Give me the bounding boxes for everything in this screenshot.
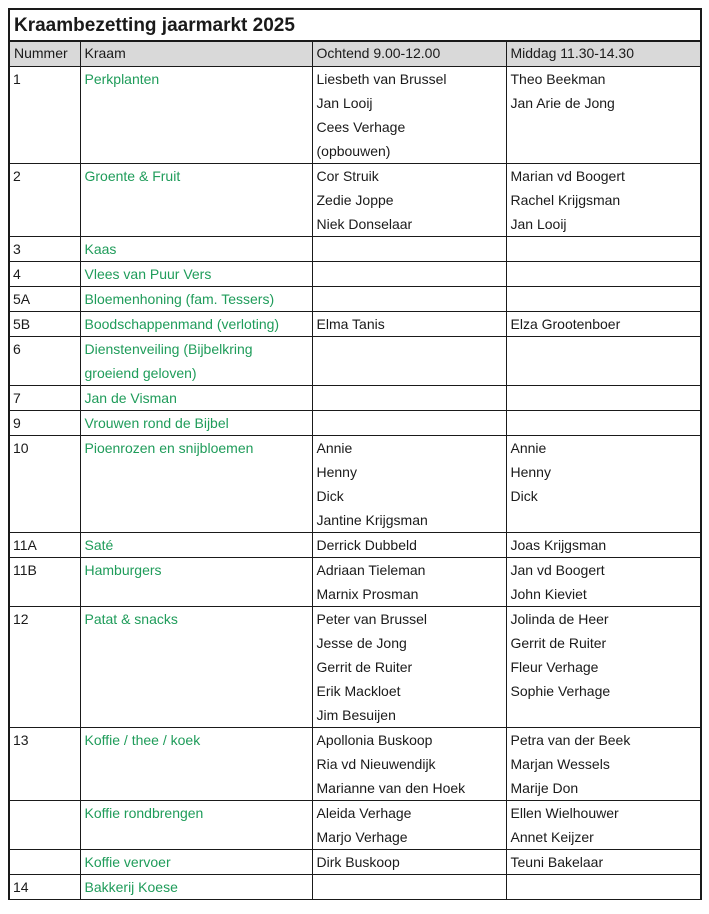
afternoon-volunteers: [506, 312, 700, 337]
table-row: [10, 337, 700, 386]
volunteer-name: Derrick Dubbeld: [316, 537, 417, 553]
page-title: Kraambezetting jaarmarkt 2025: [10, 10, 700, 42]
stall-name: Groente & Fruit: [80, 164, 312, 237]
stall-number: [10, 850, 80, 875]
afternoon-volunteers: [506, 875, 700, 900]
stall-number: 12: [10, 607, 80, 728]
stall-name: Patat & snacks: [80, 607, 312, 728]
table-row: [10, 262, 700, 287]
volunteer-name: Annet Keijzer: [510, 829, 594, 845]
volunteer-name: Dick: [510, 488, 538, 504]
afternoon-volunteers: [506, 386, 700, 411]
volunteer-name: Marije Don: [510, 780, 579, 796]
volunteer-name: John Kieviet: [510, 586, 587, 602]
stall-number: 11A: [10, 533, 80, 558]
table-row: [10, 287, 700, 312]
table-body: [10, 67, 700, 900]
stall-name: Jan de Visman: [80, 386, 312, 411]
morning-volunteers: [312, 164, 506, 237]
volunteer-name: Jesse de Jong: [316, 635, 407, 651]
stall-name: Koffie rondbrengen: [80, 801, 312, 850]
table-row: [10, 386, 700, 411]
volunteer-name: Gerrit de Ruiter: [510, 635, 607, 651]
table-row: [10, 607, 700, 728]
stall-name: Bakkerij Koese: [80, 875, 312, 900]
volunteer-name: Cees Verhage: [316, 119, 406, 135]
volunteer-name: Jolinda de Heer: [510, 611, 609, 627]
afternoon-volunteers: [506, 558, 700, 607]
volunteer-name: Fleur Verhage: [510, 659, 599, 675]
table-row: [10, 533, 700, 558]
header-afternoon: Middag 11.30-14.30: [506, 42, 700, 67]
stall-name: Saté: [80, 533, 312, 558]
morning-volunteers: [312, 436, 506, 533]
volunteer-name: Marnix Prosman: [316, 586, 419, 602]
stall-number: 10: [10, 436, 80, 533]
volunteer-name: Dick: [316, 488, 344, 504]
morning-volunteers: [312, 411, 506, 436]
morning-volunteers: [312, 386, 506, 411]
stall-number: 5B: [10, 312, 80, 337]
volunteer-name: Sophie Verhage: [510, 683, 611, 699]
table-row: [10, 801, 700, 850]
volunteer-name: Joas Krijgsman: [510, 537, 607, 553]
morning-volunteers: [312, 801, 506, 850]
stall-name: Vrouwen rond de Bijbel: [80, 411, 312, 436]
morning-volunteers: [312, 262, 506, 287]
morning-volunteers: [312, 67, 506, 164]
volunteer-name: Marjan Wessels: [510, 756, 610, 772]
volunteer-name: Ellen Wielhouwer: [510, 805, 619, 821]
morning-volunteers: [312, 850, 506, 875]
volunteer-name: Cor Struik: [316, 168, 379, 184]
volunteer-name: Jan vd Boogert: [510, 562, 605, 578]
volunteer-name: Dirk Buskoop: [316, 854, 400, 870]
volunteer-name: Jan Looij: [510, 216, 567, 232]
afternoon-volunteers: [506, 67, 700, 164]
afternoon-volunteers: [506, 411, 700, 436]
stall-number: 11B: [10, 558, 80, 607]
stall-number: 1: [10, 67, 80, 164]
volunteer-name: Theo Beekman: [510, 71, 606, 87]
morning-volunteers: [312, 312, 506, 337]
stall-table: [10, 42, 700, 900]
volunteer-name: Marjo Verhage: [316, 829, 408, 845]
stall-number: [10, 801, 80, 850]
table-row: [10, 436, 700, 533]
volunteer-name: Rachel Krijgsman: [510, 192, 621, 208]
volunteer-name: Henny: [316, 464, 357, 480]
volunteer-name: Niek Donselaar: [316, 216, 413, 232]
volunteer-name: Marianne van den Hoek: [316, 780, 466, 796]
volunteer-name: Apollonia Buskoop: [316, 732, 433, 748]
table-row: [10, 728, 700, 801]
afternoon-volunteers: [506, 237, 700, 262]
stall-number: 9: [10, 411, 80, 436]
header-stall: Kraam: [80, 42, 312, 67]
volunteer-name: Erik Mackloet: [316, 683, 401, 699]
stall-number: 4: [10, 262, 80, 287]
stall-number: 3: [10, 237, 80, 262]
header-morning: Ochtend 9.00-12.00: [312, 42, 506, 67]
stall-name: Koffie vervoer: [80, 850, 312, 875]
morning-volunteers: [312, 337, 506, 386]
morning-volunteers: [312, 558, 506, 607]
stall-name: Boodschappenmand (verloting): [80, 312, 312, 337]
volunteer-name: Gerrit de Ruiter: [316, 659, 413, 675]
stall-number: 5A: [10, 287, 80, 312]
volunteer-name: Teuni Bakelaar: [510, 854, 604, 870]
table-row: [10, 67, 700, 164]
table-row: [10, 850, 700, 875]
volunteer-name: Adriaan Tieleman: [316, 562, 426, 578]
volunteer-name: Ria vd Nieuwendijk: [316, 756, 436, 772]
table-row: [10, 237, 700, 262]
table-row: [10, 164, 700, 237]
stall-name: Kaas: [80, 237, 312, 262]
table-row: [10, 875, 700, 900]
afternoon-volunteers: [506, 337, 700, 386]
stall-number: 13: [10, 728, 80, 801]
volunteer-name: Jantine Krijgsman: [316, 512, 428, 528]
volunteer-name: Elma Tanis: [316, 316, 385, 332]
afternoon-volunteers: [506, 801, 700, 850]
volunteer-name: Zedie Joppe: [316, 192, 394, 208]
afternoon-volunteers: [506, 533, 700, 558]
morning-volunteers: [312, 875, 506, 900]
volunteer-name: Henny: [510, 464, 551, 480]
morning-volunteers: [312, 237, 506, 262]
morning-volunteers: [312, 287, 506, 312]
morning-volunteers: [312, 607, 506, 728]
header-number: Nummer: [10, 42, 80, 67]
table-row: [10, 411, 700, 436]
afternoon-volunteers: [506, 436, 700, 533]
volunteer-name: Jim Besuijen: [316, 707, 396, 723]
morning-volunteers: [312, 533, 506, 558]
volunteer-name: (opbouwen): [316, 143, 391, 159]
volunteer-name: Peter van Brussel: [316, 611, 427, 627]
afternoon-volunteers: [506, 287, 700, 312]
table-row: [10, 312, 700, 337]
morning-volunteers: [312, 728, 506, 801]
volunteer-name: Petra van der Beek: [510, 732, 631, 748]
stall-number: 2: [10, 164, 80, 237]
stall-name: Pioenrozen en snijbloemen: [80, 436, 312, 533]
stall-name: Hamburgers: [80, 558, 312, 607]
stall-name: Koffie / thee / koek: [80, 728, 312, 801]
volunteer-name: Marian vd Boogert: [510, 168, 625, 184]
volunteer-name: Jan Arie de Jong: [510, 95, 615, 111]
volunteer-name: Annie: [510, 440, 547, 456]
afternoon-volunteers: [506, 164, 700, 237]
table-header-row: [10, 42, 700, 67]
table-row: [10, 558, 700, 607]
volunteer-name: Annie: [316, 440, 353, 456]
afternoon-volunteers: [506, 728, 700, 801]
stall-number: 7: [10, 386, 80, 411]
volunteer-name: Elza Grootenboer: [510, 316, 621, 332]
stall-name: Dienstenveiling (Bijbelkring groeiend geloven): [80, 337, 312, 386]
stall-number: 14: [10, 875, 80, 900]
stall-name: Bloemenhoning (fam. Tessers): [80, 287, 312, 312]
volunteer-name: Jan Looij: [316, 95, 373, 111]
volunteer-name: Liesbeth van Brussel: [316, 71, 447, 87]
stall-name: Vlees van Puur Vers: [80, 262, 312, 287]
afternoon-volunteers: [506, 607, 700, 728]
stall-number: 6: [10, 337, 80, 386]
volunteer-name: Aleida Verhage: [316, 805, 412, 821]
afternoon-volunteers: [506, 262, 700, 287]
document-page: [8, 8, 702, 900]
afternoon-volunteers: [506, 850, 700, 875]
stall-name: Perkplanten: [80, 67, 312, 164]
